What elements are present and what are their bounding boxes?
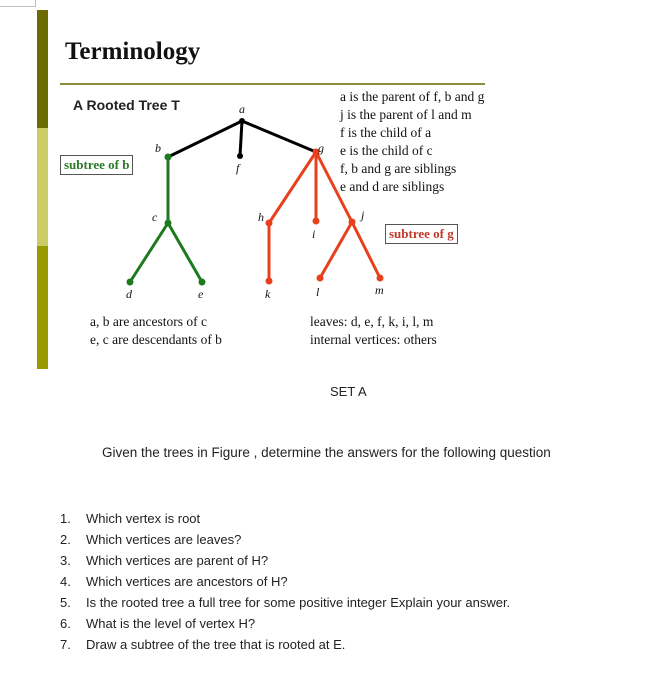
- internal-vertices-line: internal vertices: others: [310, 332, 437, 347]
- instruction-text: Given the trees in Figure , determine the answers for the following question: [102, 445, 551, 460]
- ancestors-line: a, b are ancestors of c: [90, 314, 207, 329]
- vertex-label-d: d: [126, 287, 132, 301]
- question-number: 3.: [60, 553, 71, 568]
- question-item: [60, 613, 510, 634]
- question-list: [60, 508, 510, 655]
- vertex-b: [165, 154, 172, 161]
- edge-c-d: [130, 223, 168, 282]
- vertex-h: [266, 220, 273, 227]
- question-number: 6.: [60, 616, 71, 631]
- vertex-f: [237, 153, 243, 159]
- question-item: [60, 508, 510, 529]
- question-item: [60, 529, 510, 550]
- slide-title: Terminology: [65, 38, 201, 65]
- vertex-label-h: h: [258, 210, 264, 224]
- vertex-label-m: m: [375, 283, 384, 297]
- vertex-label-k: k: [265, 287, 271, 301]
- fact-line: f is the child of a: [340, 125, 432, 140]
- question-text: What is the level of vertex H?: [86, 616, 256, 631]
- vertex-label-b: b: [155, 141, 161, 155]
- subtree-g-label: subtree of g: [385, 224, 458, 244]
- question-number: 5.: [60, 595, 71, 610]
- vertex-label-e: e: [198, 287, 204, 301]
- leaves-note: [310, 313, 437, 349]
- set-label: SET A: [330, 384, 367, 399]
- vertex-e: [199, 279, 206, 286]
- vertex-m: [377, 275, 384, 282]
- fact-line: e and d are siblings: [340, 179, 445, 194]
- edge-a-b: [168, 121, 242, 157]
- vertex-i: [313, 218, 320, 225]
- question-number: 2.: [60, 532, 71, 547]
- question-number: 4.: [60, 574, 71, 589]
- question-text: Which vertices are parent of H?: [86, 553, 269, 568]
- question-item: [60, 571, 510, 592]
- vertex-label-c: c: [152, 210, 158, 224]
- vertex-c: [165, 220, 172, 227]
- question-number: 7.: [60, 637, 71, 652]
- vertex-label-f: f: [236, 161, 240, 175]
- leaves-line: leaves: d, e, f, k, i, l, m: [310, 314, 434, 329]
- question-item: [60, 550, 510, 571]
- fact-line: e is the child of c: [340, 143, 433, 158]
- vertex-d: [127, 279, 134, 286]
- fact-line: j is the parent of l and m: [340, 107, 472, 122]
- edge-a-f: [240, 121, 242, 156]
- subtree-b-label: subtree of b: [60, 155, 133, 175]
- question-text: Which vertices are leaves?: [86, 532, 242, 547]
- vertex-l: [317, 275, 324, 282]
- edge-j-m: [352, 222, 380, 278]
- fact-line: f, b and g are siblings: [340, 161, 457, 176]
- question-text: Draw a subtree of the tree that is rooted at E.: [86, 637, 346, 652]
- edge-j-l: [320, 222, 352, 278]
- tree-caption: A Rooted Tree T: [73, 97, 180, 113]
- edge-g-h: [269, 152, 316, 223]
- fact-line: a is the parent of f, b and g: [340, 89, 485, 104]
- vertex-a: [239, 118, 245, 124]
- question-number: 1.: [60, 511, 71, 526]
- edge-a-g: [242, 121, 316, 152]
- question-text: Which vertices are ancestors of H?: [86, 574, 288, 589]
- vertex-label-j: j: [361, 208, 365, 222]
- vertex-j: [349, 219, 356, 226]
- question-text: Which vertex is root: [86, 511, 201, 526]
- terminology-facts: [340, 88, 484, 196]
- vertex-label-g: g: [318, 141, 324, 155]
- ancestors-note: [90, 313, 222, 349]
- descendants-line: e, c are descendants of b: [90, 332, 222, 347]
- vertex-label-i: i: [312, 227, 316, 241]
- question-text: Is the rooted tree a full tree for some positive integer Explain your answer.: [86, 595, 511, 610]
- vertex-label-a: a: [239, 102, 245, 116]
- question-item: [60, 634, 510, 655]
- edge-c-e: [168, 223, 202, 282]
- vertex-label-l: l: [316, 285, 320, 299]
- question-item: [60, 592, 510, 613]
- vertex-k: [266, 278, 273, 285]
